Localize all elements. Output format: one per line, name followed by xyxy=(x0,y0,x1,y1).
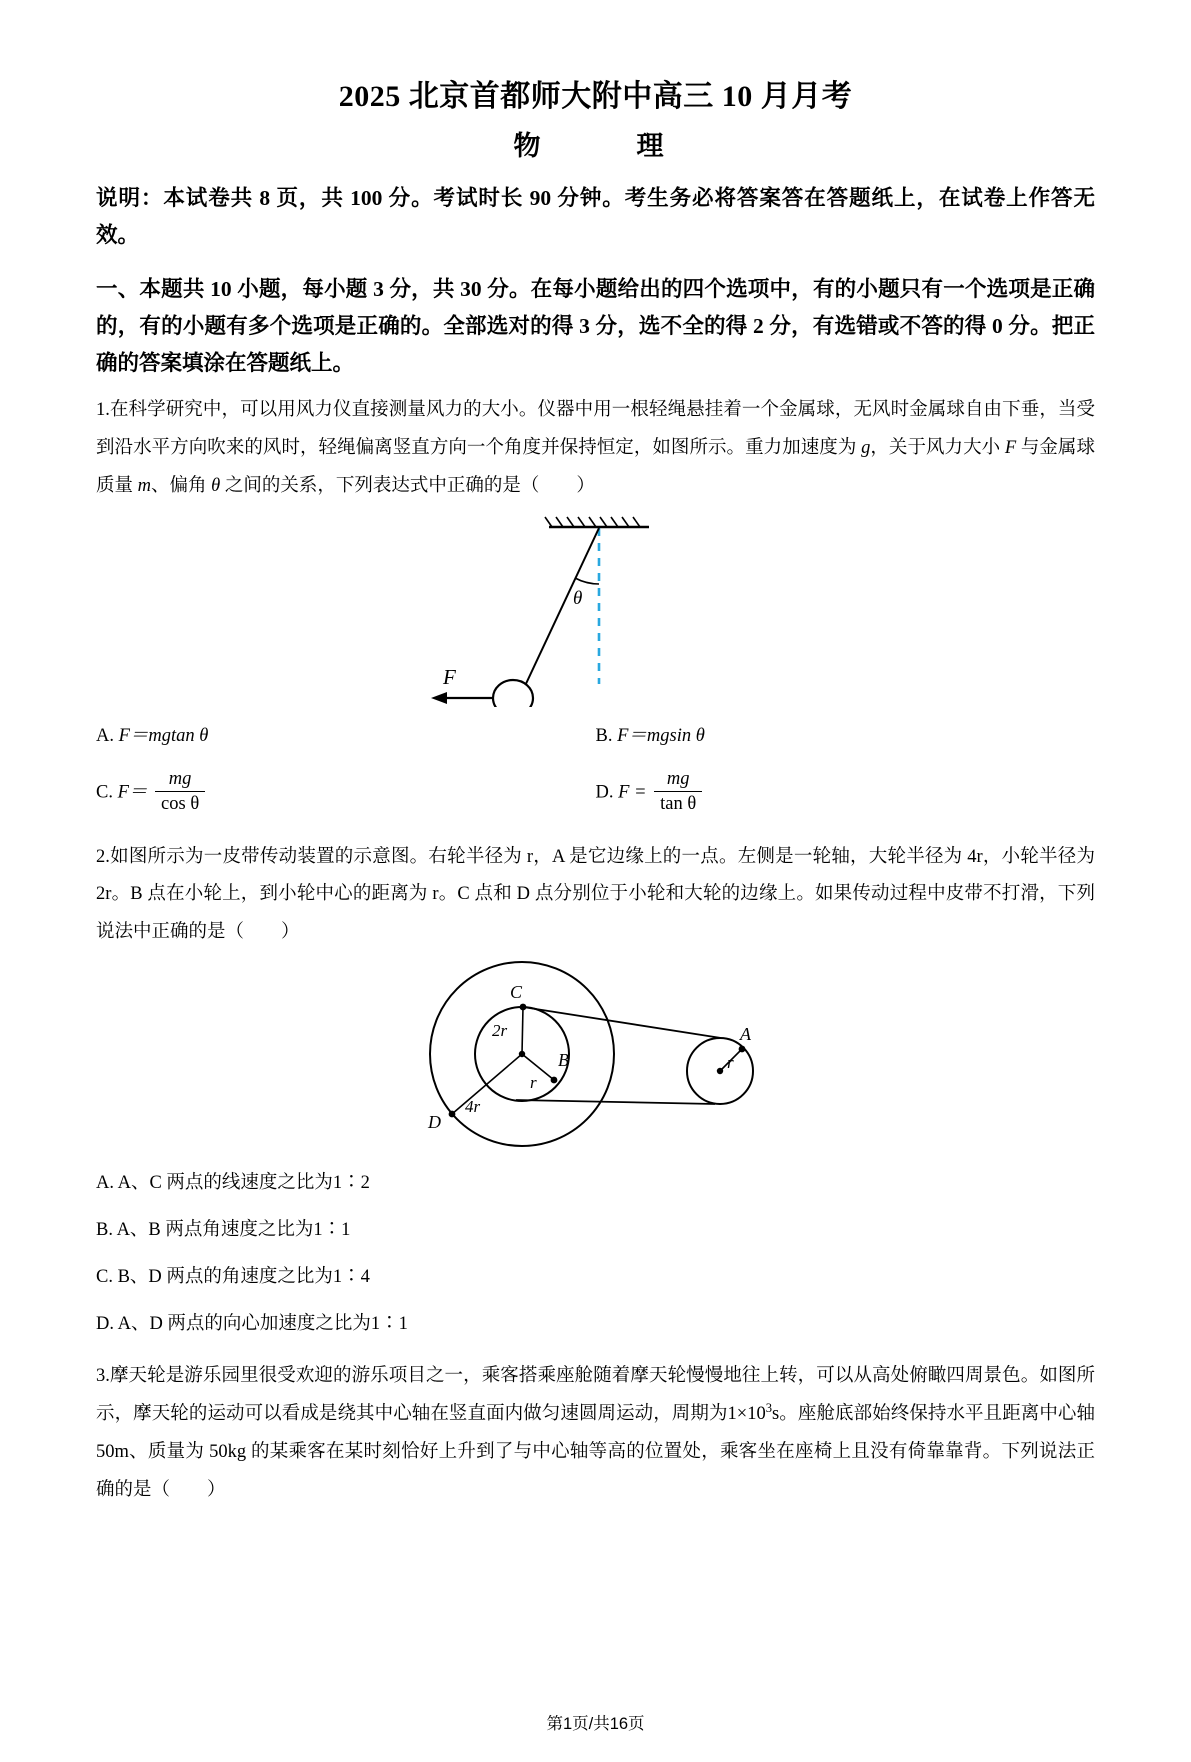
symbol-theta: θ xyxy=(211,475,221,496)
question-2-figure xyxy=(104,956,1095,1156)
label-r-small: r xyxy=(529,1073,537,1093)
question-2-option-c[interactable]: C. B、D 两点的角速度之比为1∶4 xyxy=(96,1267,370,1288)
question-3-stem xyxy=(96,1358,1095,1510)
question-1-figure xyxy=(106,512,1095,707)
symbol-g: g xyxy=(861,438,871,459)
question-2-stem xyxy=(96,839,1095,953)
question-1-option-b[interactable] xyxy=(596,719,1096,754)
symbol-F: F xyxy=(1004,438,1017,459)
question-2-option-d[interactable]: D. A、D 两点的向心加速度之比为1∶1 xyxy=(96,1314,408,1335)
question-1-text-part3: 与金属球质量 xyxy=(96,438,1095,496)
question-1-option-c[interactable] xyxy=(96,770,596,817)
question-3-period-exponent: 3 xyxy=(765,1400,773,1415)
question-1-option-d[interactable] xyxy=(596,770,1096,817)
label-2r: 2r xyxy=(491,1021,507,1041)
question-2-option-b[interactable]: B. A、B 两点角速度之比为1∶1 xyxy=(96,1220,351,1241)
label-4r: 4r xyxy=(464,1097,480,1117)
page-title: 2025 北京首都师大附中高三 10 月月考 xyxy=(338,80,853,113)
option-c-key: C. xyxy=(96,782,113,803)
force-F-label: F xyxy=(442,664,456,689)
section-one-instructions: 一、本题共 10 小题，每小题 3 分，共 30 分。在每小题给出的四个选项中，有的小题只有一个选项是正确的，有的小题有多个选项是正确的。全部选对的得 3 分，选不全的得 2 分，有选错或不答的得 0 分。把正确的答案填涂在答题纸上。 xyxy=(96,277,1095,376)
subject-title: 物 理 xyxy=(513,130,678,161)
option-a-key: A. xyxy=(96,725,114,746)
question-1-options-row-1 xyxy=(96,719,1095,754)
belt-drive-diagram xyxy=(390,956,810,1156)
question-1-text-part4: 、偏角 xyxy=(151,475,212,496)
question-1-text-part5: 之间的关系，下列表达式中正确的是（ ） xyxy=(220,475,595,496)
symbol-m: m xyxy=(137,475,152,496)
option-d-key: D. xyxy=(595,782,614,803)
question-1-options-row-2 xyxy=(96,770,1095,817)
option-c-denominator: cos θ xyxy=(161,794,200,815)
question-3-text-part2: s。座舱底部始终保持水平且距离中心轴 50m、质量为 50kg 的某乘客在某时刻恰好上升到了与中心轴等高的位置处，乘客坐在座椅上且没有倚靠靠背。下列说法正确的是（ ） xyxy=(96,1404,1095,1500)
question-1-stem xyxy=(96,392,1095,506)
question-1-text-part2: ，关于风力大小 xyxy=(870,438,1005,459)
option-c-lead: F＝ xyxy=(117,782,148,803)
label-A: A xyxy=(739,1024,751,1045)
pendulum-wind-gauge-diagram xyxy=(421,512,781,707)
question-2-text: 如图所示为一皮带传动装置的示意图。右轮半径为 r，A 是它边缘上的一点。左侧是一轮轴，大轮半径为 4r，小轮半径为 2r。B 点在小轮上，到小轮中心的距离为 r。C 点和 D 点分别位于小轮和大轮的边缘上。如果传动过程中皮带不打滑，下列说法中正确的是（ ） xyxy=(96,846,1095,943)
option-d-denominator: tan θ xyxy=(660,794,697,815)
label-D: D xyxy=(427,1112,441,1133)
option-a-body: F＝mgtan θ xyxy=(118,725,209,746)
option-c-numerator: mg xyxy=(155,769,205,792)
option-d-numerator: mg xyxy=(654,769,702,792)
question-2-option-a[interactable]: A. A、C 两点的线速度之比为1∶2 xyxy=(96,1173,370,1194)
question-1-text-part1: 在科学研究中，可以用风力仪直接测量风力的大小。仪器中用一根轻绳悬挂着一个金属球，无风时金属球自由下垂，当受到沿水平方向吹来的风时，轻绳偏离竖直方向一个角度并保持恒定，如图所示。重力加速度为 xyxy=(96,400,1095,459)
angle-theta-label: θ xyxy=(572,587,582,609)
option-d-lead: F = xyxy=(618,782,647,803)
option-b-body: F＝mgsin θ xyxy=(617,725,705,746)
label-r-right: r xyxy=(726,1053,734,1073)
label-C: C xyxy=(509,982,522,1003)
question-1-number: 1. xyxy=(96,400,110,421)
option-d-fraction xyxy=(654,769,702,816)
page-footer: 第1页/共16页 xyxy=(546,1715,645,1733)
option-c-fraction xyxy=(155,769,205,816)
question-3-number: 3. xyxy=(96,1365,110,1386)
exam-page xyxy=(0,78,1191,1762)
exam-note: 说明：本试卷共 8 页，共 100 分。考试时长 90 分钟。考生务必将答案答在答题纸上，在试卷上作答无效。 xyxy=(96,186,1095,248)
question-1-option-a[interactable] xyxy=(96,719,596,754)
question-3-period-value: 1×10 xyxy=(727,1404,766,1425)
question-2-number: 2. xyxy=(96,846,110,867)
question-3-text-part1: 摩天轮是游乐园里很受欢迎的游乐项目之一，乘客搭乘座舱随着摩天轮慢慢地往上转，可以从高处俯瞰四周景色。如图所示，摩天轮的运动可以看成是绕其中心轴在竖直面内做匀速圆周运动，周期为 xyxy=(96,1365,1095,1425)
option-b-key: B. xyxy=(595,725,613,746)
label-B: B xyxy=(557,1050,569,1071)
